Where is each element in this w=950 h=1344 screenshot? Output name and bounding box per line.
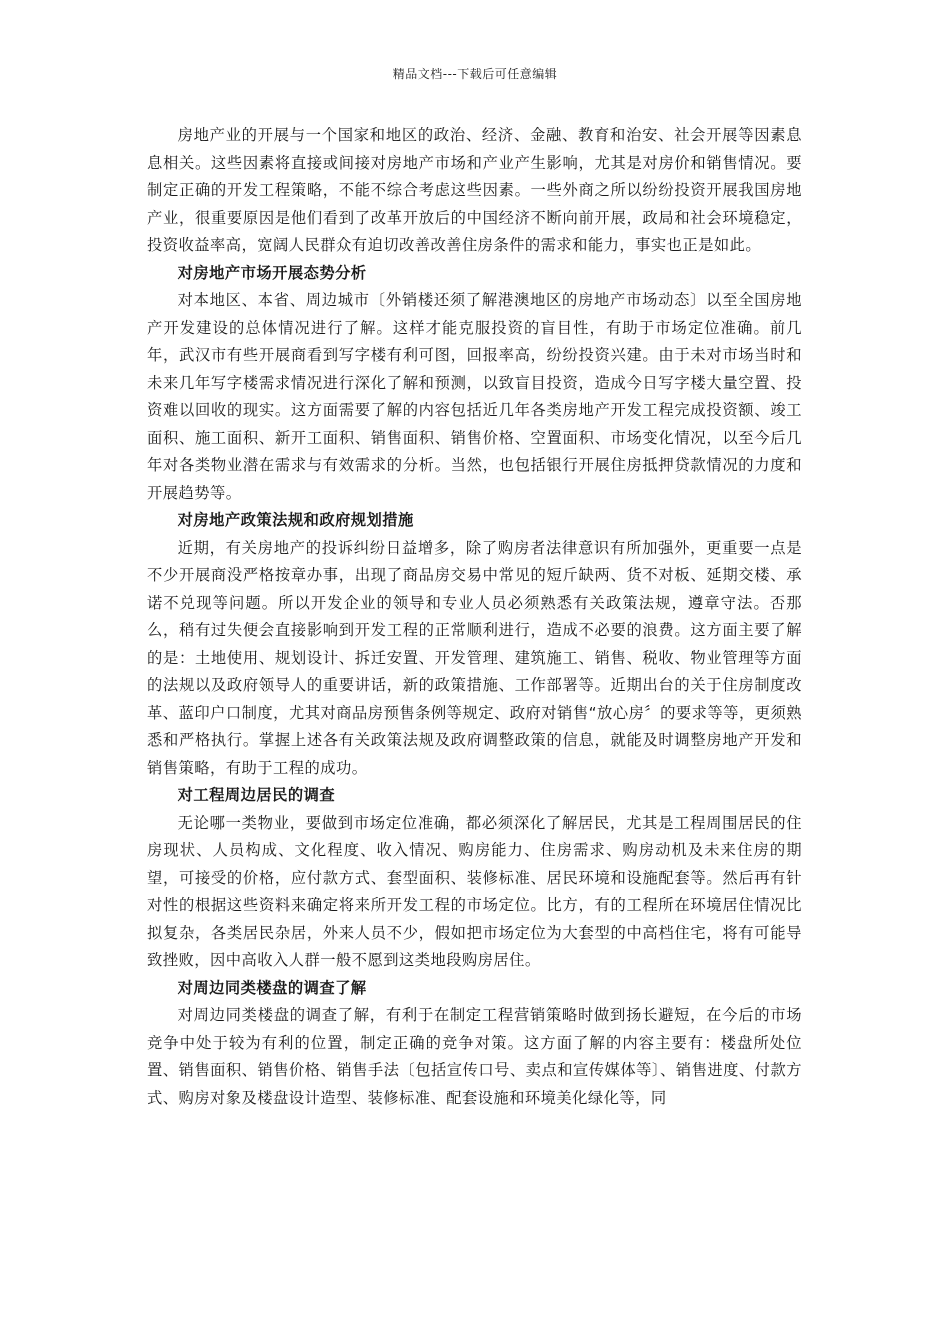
section-heading-competitors: 对周边同类楼盘的调查了解 <box>177 978 367 997</box>
section-heading-residents: 对工程周边居民的调查 <box>177 786 336 804</box>
page-header: 精品文档---下载后可任意编辑 <box>392 67 558 81</box>
document-body <box>147 122 802 1112</box>
paragraph-intro: 房地产业的开展与一个国家和地区的政治、经济、金融、教育和治安、社会开展等因素息息相关。这些因素将直接或间接对房地产市场和产业产生影响，尤其是对房价和销售情况。要制定正确的开发工程策略，不能不综合考虑这些因素。一些外商之所以纷纷投资开展我国房地产业，很重要原因是他们看到了改革开放后的中国经济不断向前开展，政局和社会环境稳定，投资收益率高，宽阔人民群众有迫切改善改善住房条件的需求和能力，事实也正是如此。 <box>147 126 802 254</box>
paragraph-residents: 无论哪一类物业，要做到市场定位准确，都必须深化了解居民，尤其是工程周围居民的住房现状、人员构成、文化程度、收入情况、购房能力、住房需求、购房动机及未来住房的期望，可接受的价格，应付款方式、套型面积、装修标准、居民环境和设施配套等。然后再有针对性的根据这些资料来确定将来所开发工程的市场定位。比方，有的工程所在环境居住情况比拟复杂，各类居民杂居，外来人员不少，假如把市场定位为大套型的中高档住宅，将有可能导致挫败，因中高收入人群一般不愿到这类地段购房居住。 <box>147 813 802 969</box>
paragraph-policy: 近期，有关房地产的投诉纠纷日益增多，除了购房者法律意识有所加强外，更重要一点是不少开展商没严格按章办事，出现了商品房交易中常见的短斤缺两、货不对板、延期交楼、承诺不兑现等问题。所以开发企业的领导和专业人员必须熟悉有关政策法规，遵章守法。否那么，稍有过失便会直接影响到开发工程的正常顺利进行，造成不必要的浪费。这方面主要了解的是：土地使用、规划设计、拆迁安置、开发管理、建筑施工、销售、税收、物业管理等方面的法规以及政府领导人的重要讲话，新的政策措施、工作部署等。近期出台的关于住房制度改革、蓝印户口制度，尤其对商品房预售条例等规定、政府对销售“放心房〞的要求等等，更须熟悉和严格执行。掌握上述各有关政策法规及政府调整政策的信息，就能及时调整房地产开发和销售策略，有助于工程的成功。 <box>147 538 802 777</box>
paragraph-market-trend: 对本地区、本省、周边城市〔外销楼还须了解港澳地区的房地产市场动态〕以至全国房地产开发建设的总体情况进行了解。这样才能克服投资的盲目性，有助于市场定位准确。前几年，武汉市有些开展商看到写字楼有利可图，回报率高，纷纷投资兴建。由于未对市场当时和未来几年写字楼需求情况进行深化了解和预测，以致盲目投资，造成今日写字楼大量空置、投资难以回收的现实。这方面需要了解的内容包括近几年各类房地产开发工程完成投资额、竣工面积、施工面积、新开工面积、销售面积、销售价格、空置面积、市场变化情况，以至今后几年对各类物业潜在需求与有效需求的分析。当然，也包括银行开展住房抵押贷款情况的力度和开展趋势等。 <box>147 291 802 502</box>
section-heading-policy: 对房地产政策法规和政府规划措施 <box>177 511 414 529</box>
paragraph-competitors: 对周边同类楼盘的调查了解，有利于在制定工程营销策略时做到扬长避短，在今后的市场竞争中处于较为有利的位置，制定正确的竞争对策。这方面了解的内容主要有：楼盘所处位置、销售面积、销售价格、销售手法〔包括宣传口号、卖点和宣传媒体等〕、销售进度、付款方式、购房对象及楼盘设计造型、装修标准、配套设施和环境美化绿化等，同 <box>147 1006 802 1107</box>
section-heading-market-trend: 对房地产市场开展态势分析 <box>177 263 367 282</box>
